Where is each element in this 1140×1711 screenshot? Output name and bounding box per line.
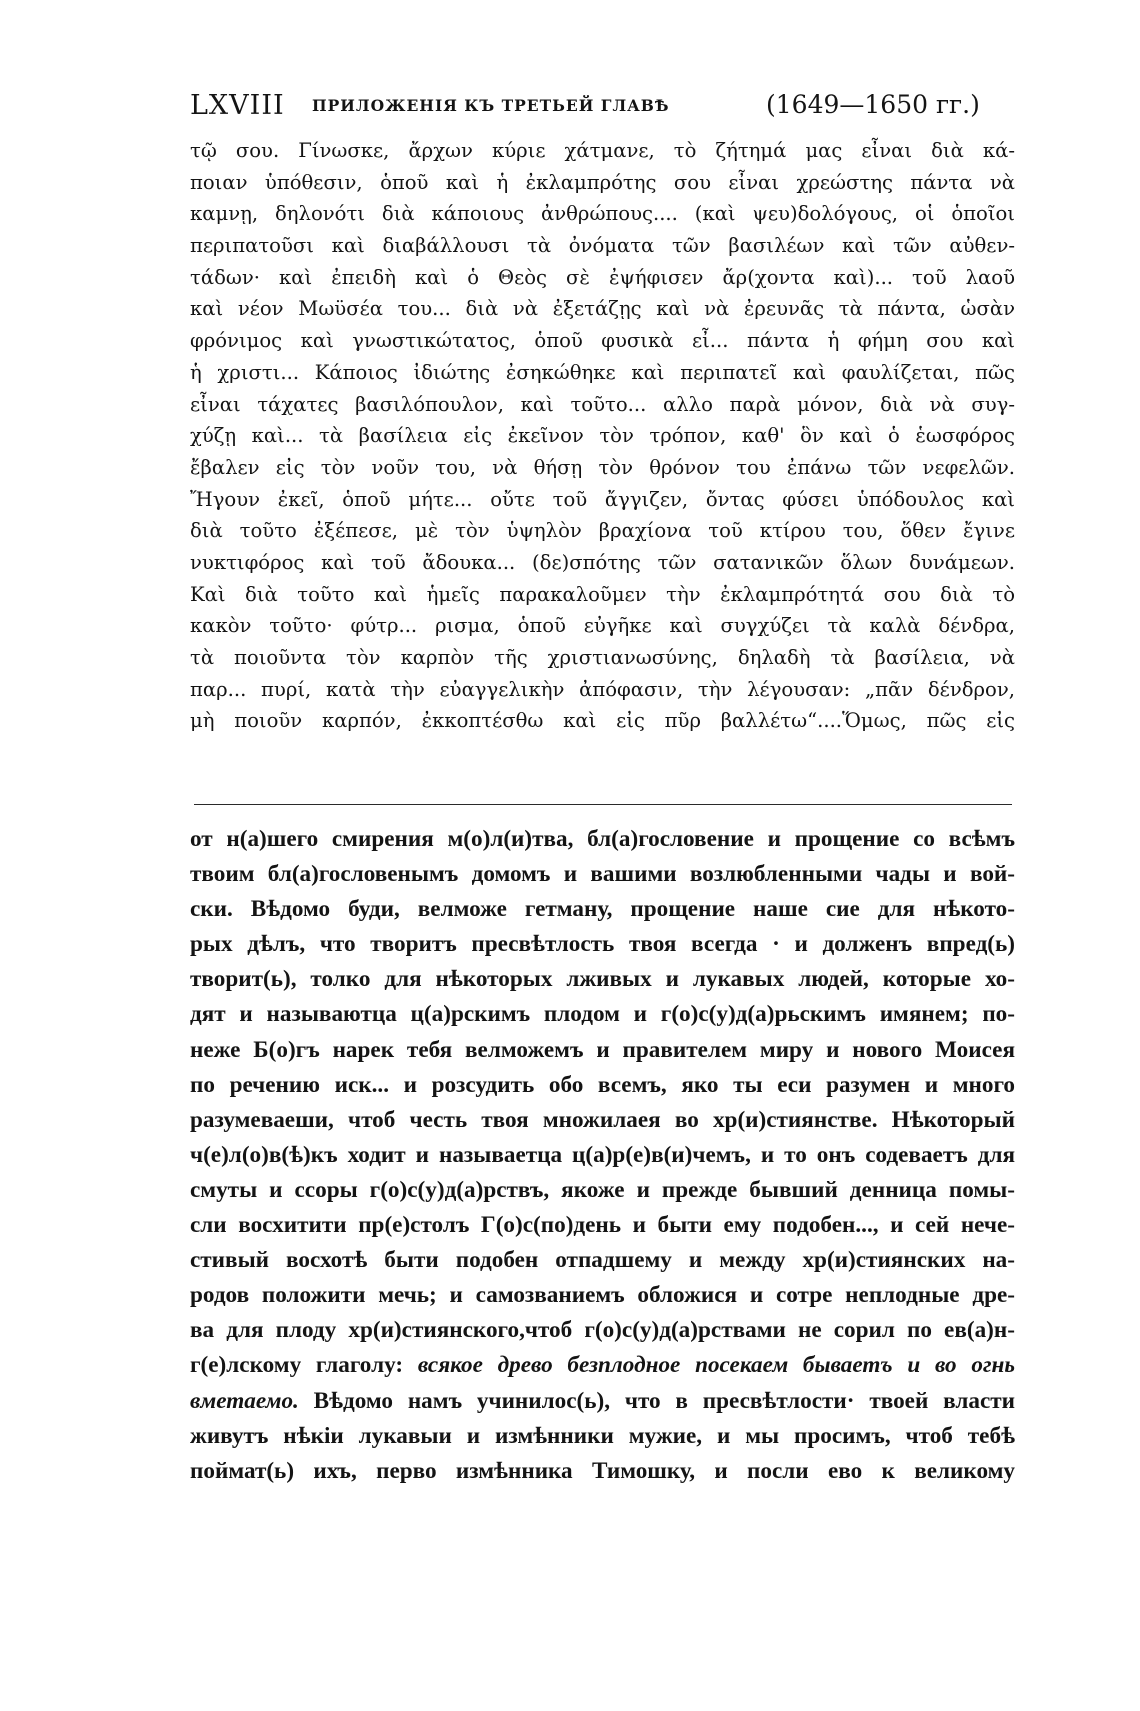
greek-line: διὰ τοῦτο ἐξέπεσε, μὲ τὸν ὑψηλὸν βραχίονα τοῦ κτίρου του, ὅθεν ἔγινε <box>190 519 1015 543</box>
greek-line: μὴ ποιοῦν καρπόν, ἐκκοπτέσθω καὶ εἰς πῦρ βαλλέτω“....Ὅμως, πῶς εἰς <box>190 709 1015 733</box>
greek-line: καμνῃ, δηλονότι διὰ κάποιους ἀνθρώπους.... (καὶ ψευ)δολόγους, οἱ ὁποῖοι <box>190 202 1015 226</box>
gospel-quote-italic: всякое древо безплодное посекаем бываетъ и во огнь <box>417 1352 1015 1379</box>
slavonic-line: неже Б(о)гъ нарек тебя велможемъ и правителем миру и нового Моисея <box>190 1036 1015 1063</box>
greek-line: Ἤγουν ἐκεῖ, ὁποῦ μήτε... οὔτε τοῦ ἄγγιζεν, ὄντας φύσει ὑπόδουλος καὶ <box>190 487 1015 511</box>
slavonic-line: смуты и ссоры г(о)с(у)д(а)рствъ, якоже и прежде бывший денница помы- <box>190 1176 1015 1203</box>
running-head-years: (1649—1650 гг.) <box>766 90 980 119</box>
slavonic-line: разумеваеши, чтоб честь твоя множилаея во хр(и)стиянстве. Нѣкоторый <box>190 1106 1015 1133</box>
slavonic-line: сли восхитити пр(е)столъ Г(о)с(по)день и быти ему подобен..., и сей нече- <box>190 1212 1015 1239</box>
slavonic-line-with-quote <box>190 1348 1015 1383</box>
slavonic-text-block <box>190 822 1015 1489</box>
page-header <box>190 90 1015 130</box>
slavonic-line: твоим бл(а)гословенымъ домомъ и вашими возлюбленными чады и вой- <box>190 861 1015 888</box>
section-divider-rule <box>194 804 1012 805</box>
slavonic-line-prefix: г(е)лскому глаголу: <box>190 1352 404 1379</box>
greek-line: τάδων· καὶ ἐπειδὴ καὶ ὁ Θεὸς σὲ ἐψήφισεν ἄρ(χοντα καὶ)... τοῦ λαοῦ <box>190 265 1015 289</box>
greek-line: ποιαν ὑπόθεσιν, ὁποῦ καὶ ἡ ἐκλαμπρότης σου εἶναι χρεώστης πάντα νὰ <box>190 170 1015 194</box>
greek-line: εἶναι τάχατες βασιλόπουλον, καὶ τοῦτο... αλλο παρὰ μόνον, διὰ νὰ συγ- <box>190 392 1015 416</box>
running-head: ПРИЛОЖЕНІЯ КЪ ТРЕТЬЕЙ ГЛАВѢ <box>312 96 670 115</box>
greek-line: Καὶ διὰ τοῦτο καὶ ἡμεῖς παρακαλοῦμεν τὴν ἐκλαμπρότητά σου διὰ τὸ <box>190 582 1015 606</box>
page-folio-number: LXVIII <box>190 90 285 121</box>
greek-line: παρ... πυρί, κατὰ τὴν εὐαγγελικὴν ἀπόφασιν, τὴν λέγουσαν: „πᾶν δένδρον, <box>190 677 1015 701</box>
slavonic-line: от н(а)шего смирения м(о)л(и)тва, бл(а)гословение и прощение со всѣмъ <box>190 826 1015 852</box>
greek-line: ἔβαλεν εἰς τὸν νοῦν του, νὰ θήσῃ τὸν θρόνον του ἐπάνω τῶν νεφελῶν. <box>190 455 1015 479</box>
greek-line: τὰ ποιοῦντα τὸν καρπὸν τῆς χριστιανωσύνης, δηλαδὴ τὰ βασίλεια, νὰ <box>190 646 1015 669</box>
slavonic-line: ва для плоду хр(и)стиянского,чтоб г(о)с(у)д(а)рствами не сорил по ев(а)н- <box>190 1317 1015 1344</box>
slavonic-line: творит(ь), толко для нѣкоторых лживых и лукавых людей, которые хо- <box>190 966 1015 993</box>
slavonic-line: по речению иск... и розсудить обо всемъ, яко ты еси разумен и много <box>190 1071 1015 1098</box>
slavonic-line: родов положити мечь; и самозваниемъ обложися и сотре неплодные дре- <box>190 1282 1015 1309</box>
greek-line: φρόνιμος καὶ γνωστικώτατος, ὁποῦ φυσικὰ εἶ... πάντα ἡ φήμη σου καὶ <box>190 329 1015 353</box>
greek-line: τῷ σου. Γίνωσκε, ἄρχων κύριε χάτμανε, τὸ ζήτημά μας εἶναι διὰ κά- <box>190 139 1015 162</box>
slavonic-line-with-quote <box>190 1384 1015 1419</box>
slavonic-line: рых дѣлъ, что творитъ пресвѣтлость твоя всегда · и долженъ впред(ь) <box>190 931 1015 958</box>
slavonic-line: стивый восхотѣ быти подобен отпадшему и между хр(и)стиянских на- <box>190 1247 1015 1274</box>
greek-text-block <box>190 135 1015 737</box>
greek-line: περιπατοῦσι καὶ διαβάλλουσι τὰ ὀνόματα τῶν βασιλέων καὶ τῶν αὐθεν- <box>190 234 1015 258</box>
slavonic-line-suffix: Вѣдомо намъ учинилос(ь), что в пресвѣтлости· твоей власти <box>313 1387 1015 1414</box>
slavonic-line: поймат(ь) ихъ, перво измѣнника Тимошку, и посли ево к великому <box>190 1457 1015 1484</box>
greek-line: χύζῃ καὶ... τὰ βασίλεια εἰς ἐκεῖνον τὸν τρόπον, καθ' ὃν καὶ ὁ ἑωσφόρος <box>190 424 1015 448</box>
gospel-quote-italic-end: вметаемо. <box>190 1387 299 1414</box>
slavonic-line: дят и называютца ц(а)рскимъ плодом и г(о)с(у)д(а)рьскимъ имянем; по- <box>190 1001 1015 1028</box>
greek-line: νυκτιφόρος καὶ τοῦ ἄδουκα... (δε)σπότης τῶν σατανικῶν ὅλων δυνάμεων. <box>190 550 1015 574</box>
greek-line: καὶ νέον Μωϋσέα του... διὰ νὰ ἐξετάζῃς καὶ νὰ ἐρευνᾶς τὰ πάντα, ὡσὰν <box>190 297 1015 321</box>
slavonic-line: живутъ нѣкіи лукавыи и измѣнники мужие, и мы просимъ, чтоб тебѣ <box>190 1422 1015 1449</box>
greek-line: κακὸν τοῦτο· φύτρ... ρισμα, ὁποῦ εὐγῆκε καὶ συγχύζει τὰ καλὰ δένδρα, <box>190 614 1015 638</box>
greek-line: ἡ χριστι... Κάποιος ἰδιώτης ἐσηκώθηκε καὶ περιπατεῖ καὶ φαυλίζεται, πῶς <box>190 360 1015 384</box>
slavonic-line: ч(е)л(о)в(ѣ)къ ходит и называетца ц(а)р(е)в(и)чемъ, и то онъ содеваетъ для <box>190 1141 1015 1168</box>
slavonic-line: ски. Вѣдомо буди, велможе гетману, прощение наше сие для нѣкото- <box>190 896 1015 923</box>
